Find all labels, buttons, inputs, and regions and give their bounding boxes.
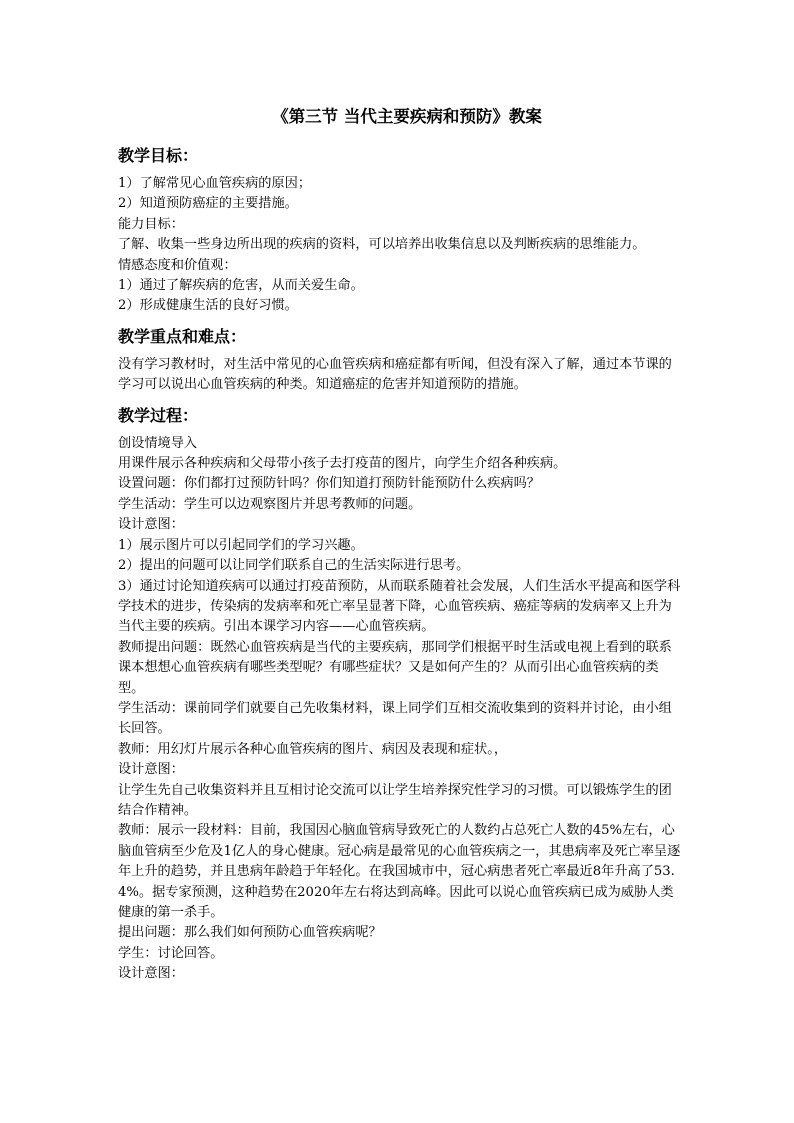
key-points-heading: 教学重点和难点：	[118, 326, 247, 346]
process-paragraph: 创设情境导入	[118, 435, 198, 451]
process-paragraph: 提出问题：那么我们如何预防心血管疾病呢？	[118, 925, 382, 941]
key-points-paragraph: 没有学习教材时，对生活中常见的心血管疾病和癌症都有听闻，但没有深入了解，通过本节课的学习可以说出心血管疾病的种类。知道癌症的危害并知道预防的措施。	[118, 356, 672, 393]
process-paragraph: 用课件展示各种疾病和父母带小孩子去打疫苗的图片，向学生介绍各种疾病。	[118, 456, 567, 472]
process-paragraph: 学生活动：课前同学们就要自己先收集材料，课上同学们互相交流收集到的资料并讨论，由小组长回答。	[118, 700, 672, 737]
process-body	[118, 434, 684, 985]
objective-line: 2）知道预防癌症的主要措施。	[118, 196, 298, 212]
objectives-list	[118, 174, 684, 317]
objective-line: 情感态度和价值观：	[118, 257, 237, 273]
objective-line: 能力目标：	[118, 216, 184, 232]
objective-line: 了解、收集一些身边所出现的疾病的资料，可以培养出收集信息以及判断疾病的思维能力。	[118, 237, 646, 253]
objective-line: 1）了解常见心血管疾病的原因；	[118, 176, 312, 191]
process-paragraph: 学生：讨论回答。	[118, 945, 224, 961]
document-page	[118, 104, 684, 985]
process-paragraph: 3）通过讨论知道疾病可以通过打疫苗预防，从而联系随着社会发展，人们生活水平提高和医学科学技术的进步，传染病的发病率和死亡率呈显著下降，心血管疾病、癌症等病的发病率又上升为当代主要的疾病。引出本课学习内容——心血管疾病。	[118, 578, 681, 635]
process-paragraph: 学生活动：学生可以边观察图片并思考教师的问题。	[118, 496, 422, 512]
process-paragraph: 让学生先自己收集资料并且互相讨论交流可以让学生培养探究性学习的习惯。可以锻炼学生的团结合作精神。	[118, 782, 672, 818]
process-paragraph: 教师提出问题：既然心血管疾病是当代的主要疾病，那同学们根据平时生活或电视上看到的联系课本想想心血管疾病有哪些类型呢？有哪些症状？又是如何产生的？从而引出心血管疾病的类型。	[118, 639, 672, 696]
objective-line: 1）通过了解疾病的危害，从而关爱生命。	[118, 278, 364, 294]
process-paragraph: 设计意图：	[118, 966, 184, 982]
process-paragraph: 设置问题：你们都打过预防针吗？你们知道打预防针能预防什么疾病吗？	[118, 476, 540, 492]
process-heading: 教学过程：	[118, 405, 199, 425]
process-paragraph: 教师：展示一段材料：目前，我国因心脑血管病导致死亡的人数约占总死亡人数的45%左右，心脑血管病至少危及1亿人的身心健康。冠心病是最常见的心血管疾病之一，其患病率及死亡率呈逐年上升的趋势，并且患病年龄趋于年轻化。在我国城市中，冠心病患者死亡率最近8年升高了53.4%。据专家预测，这种趋势在2020年左右将达到高峰。因此可以说心血管疾病已成为威胁人类健康的第一杀手。	[118, 823, 681, 920]
document-title: 《第三节 当代主要疾病和预防》教案	[272, 107, 542, 126]
process-paragraph: 设计意图：	[118, 762, 184, 778]
objective-line: 2）形成健康生活的良好习惯。	[118, 298, 298, 314]
process-paragraph: 1）展示图片可以引起同学们的学习兴趣。	[118, 537, 364, 553]
process-paragraph: 2）提出的问题可以让同学们联系自己的生活实际进行思考。	[118, 558, 470, 574]
objectives-heading: 教学目标：	[118, 146, 199, 165]
process-paragraph: 教师：用幻灯片展示各种心血管疾病的图片、病因及表现和症状。，	[118, 741, 508, 757]
process-paragraph: 设计意图：	[118, 517, 184, 533]
